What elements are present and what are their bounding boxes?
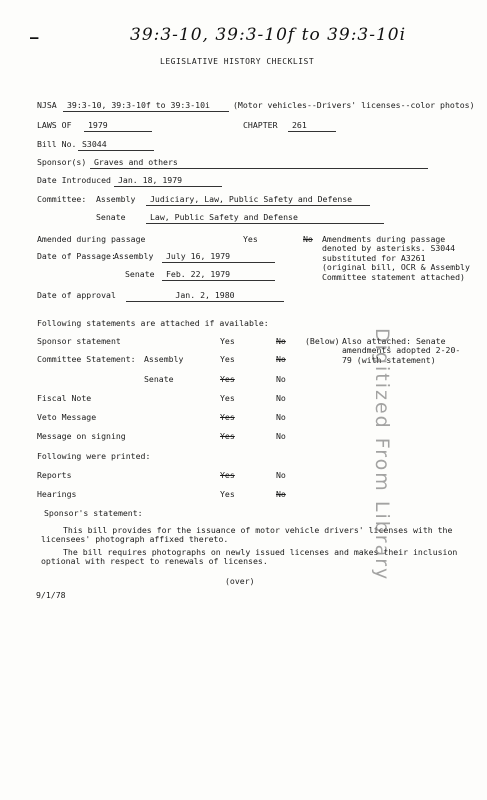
passage-senate-label: Senate [125,269,155,279]
reports-no: No [276,470,286,480]
passage-senate-value: Feb. 22, 1979 [162,270,275,281]
veto-message-yes: Yes [220,412,235,422]
committee-assembly-label: Assembly [96,194,136,204]
reports-yes: Yes [220,470,235,480]
amended-note: Amendments during passage denoted by asterisks. S3044 substituted for A3261 (original bill, OCR & Assembly Committee statement attached) [322,234,470,282]
senate-statement-label: Senate [144,374,174,384]
committee-senate-value: Law, Public Safety and Defense [146,213,384,224]
passage-assembly-value: July 16, 1979 [162,252,275,263]
sponsor-statement-below: (Below) [305,336,340,346]
sponsor-statement-yes: Yes [220,336,235,346]
sponsors-value: Graves and others [90,158,428,169]
signing-message-yes: Yes [220,431,235,441]
committee-assembly-value: Judiciary, Law, Public Safety and Defense [146,195,370,206]
hearings-label: Hearings [37,489,77,499]
fiscal-note-no: No [276,393,286,403]
amended-no-mark: No [303,234,313,244]
over-label: (over) [225,576,255,586]
committee-label: Committee: [37,194,87,204]
passage-assembly-label: Assembly [114,251,154,261]
fiscal-note-yes: Yes [220,393,235,403]
fiscal-note-label: Fiscal Note [37,393,92,403]
date-introduced-label: Date Introduced [37,175,111,185]
reports-label: Reports [37,470,72,480]
signing-message-label: Message on signing [37,431,126,441]
njsa-value: 39:3-10, 39:3-10f to 39:3-10i [63,101,229,112]
printed-heading: Following were printed: [37,451,151,461]
committee-statement-label: Committee Statement: [37,354,136,364]
bill-no-value: S3044 [78,140,154,151]
sponsor-statement-heading: Sponsor's statement: [44,508,143,518]
attached-heading: Following statements are attached if available: [37,318,269,328]
njsa-label: NJSA [37,100,57,110]
laws-of-value: 1979 [84,121,152,132]
approval-label: Date of approval [37,290,116,300]
committee-senate-label: Senate [96,212,126,222]
senate-statement-yes: Yes [220,374,235,384]
committee-statement-assembly: Assembly [144,354,184,364]
approval-value: Jan. 2, 1980 [126,291,284,302]
sponsor-statement-no: No [276,336,286,346]
amended-yes: Yes [243,234,258,244]
chapter-value: 261 [288,121,336,132]
date-introduced-value: Jan. 18, 1979 [114,176,222,187]
senate-statement-no: No [276,374,286,384]
footer-date: 9/1/78 [36,590,66,600]
laws-of-label: LAWS OF [37,120,72,130]
bill-no-label: Bill No. [37,139,77,149]
veto-message-no: No [276,412,286,422]
signing-message-no: No [276,431,286,441]
page-title: LEGISLATIVE HISTORY CHECKLIST [160,57,315,66]
njsa-description: (Motor vehicles--Drivers' licenses--color photos) [233,100,475,110]
hearings-no: No [276,489,286,499]
passage-label: Date of Passage: [37,251,116,261]
library-stamp: Digitized From Library [371,328,393,582]
statement-paragraph-1: This bill provides for the issuance of motor vehicle drivers' licenses with the licensees' photograph affixed thereto. [41,525,453,545]
hearings-yes: Yes [220,489,235,499]
sponsors-label: Sponsor(s) [37,157,87,167]
dash-mark: – [30,30,39,46]
sponsor-statement-label: Sponsor statement [37,336,121,346]
amended-label: Amended during passage [37,234,146,244]
committee-statement-yes: Yes [220,354,235,364]
committee-note: Also attached: Senate amendments adopted 2-20-79 (with statement) [342,336,461,365]
handwritten-header: 39:3-10, 39:3-10f to 39:3-10i [130,25,407,45]
chapter-label: CHAPTER [243,120,278,130]
committee-statement-no: No [276,354,286,364]
veto-message-label: Veto Message [37,412,97,422]
statement-paragraph-2: The bill requires photographs on newly issued licenses and makes their inclusion optional with respect to renewals of licenses. [41,547,458,567]
